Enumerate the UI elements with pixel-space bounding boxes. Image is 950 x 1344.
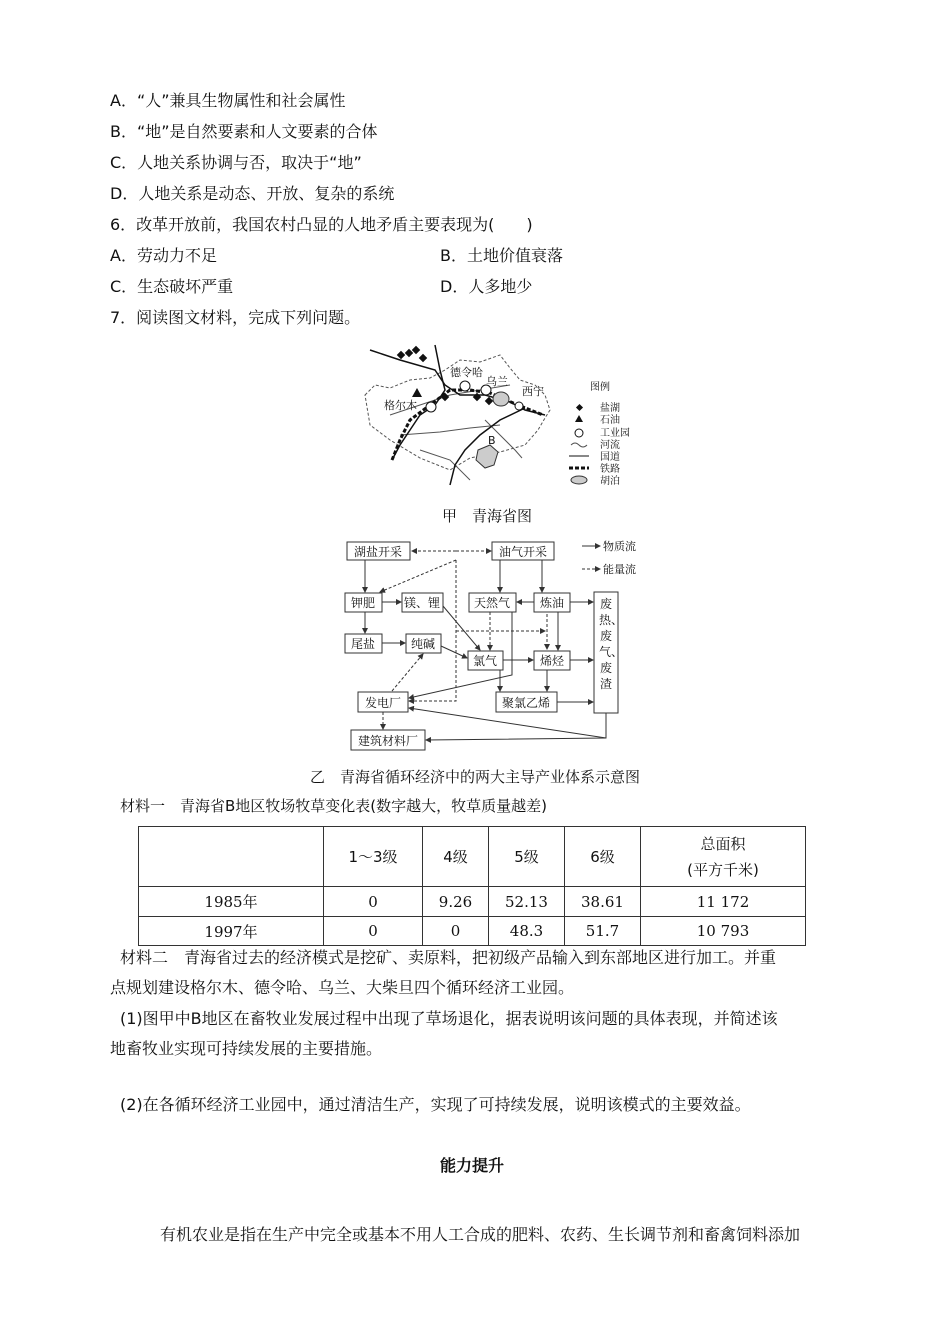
node-building-materials: 建筑材料厂: [357, 734, 419, 748]
q6-option-c: C．生态破坏严重: [110, 277, 234, 296]
oil-icon: [575, 415, 583, 422]
node-pvc: 聚氯乙烯: [501, 696, 551, 710]
industry-flow-diagram: [330, 530, 680, 760]
node-power-plant: 发电厂: [364, 696, 402, 710]
node-potash: 钾肥: [350, 596, 376, 610]
sub-question-2: (2)在各循环经济工业园中，通过清洁生产，实现了可持续发展，说明该模式的主要效益。: [120, 1095, 751, 1114]
legend-label: 铁路: [600, 464, 620, 475]
node-magnesium-lithium: 镁、锂: [403, 596, 441, 610]
map-caption: 甲 青海省图: [442, 507, 533, 525]
node-tail-salt: 尾盐: [350, 637, 376, 651]
node-olefin: 烯烃: [539, 654, 565, 668]
legend-label: 石油: [600, 415, 620, 426]
q6-option-b: B．土地价值衰落: [440, 246, 563, 265]
industrial-park-icon: [575, 429, 583, 437]
pasture-table: [138, 826, 806, 946]
section-title: 能力提升: [440, 1156, 505, 1175]
q6-option-d: D．人多地少: [440, 277, 533, 296]
salt-lake-icon: [576, 404, 583, 411]
legend-energy-flow: 能量流: [603, 563, 636, 576]
diagram-caption: 乙 青海省循环经济中的两大主导产业体系示意图: [310, 768, 641, 786]
legend-label: 国道: [600, 452, 620, 463]
legend-label: 胡泊: [600, 476, 620, 487]
map-label-geermu: 格尔木: [384, 399, 417, 412]
q5-option-c: C．人地关系协调与否，取决于“地”: [110, 153, 362, 172]
material1-title: 材料一 青海省B地区牧场牧草变化表(数字越大，牧草质量越差): [120, 797, 547, 815]
q6-stem: 6．改革开放前，我国农村凸显的人地矛盾主要表现为( ): [110, 215, 533, 234]
sub-question-1-line2: 地畜牧业实现可持续发展的主要措施。: [110, 1039, 383, 1058]
node-lake-salt-mining: 湖盐开采: [353, 545, 403, 559]
legend-title: 图例: [590, 382, 610, 393]
table-row: 1997年 0 0 48.3 51.7 10 793: [139, 917, 806, 946]
table-row: 1985年 0 9.26 52.13 38.61 11 172: [139, 887, 806, 917]
river-icon: [571, 443, 587, 447]
map-label-delingha: 德令哈: [450, 366, 483, 379]
node-natural-gas: 天然气: [473, 596, 511, 610]
q5-option-b: B．“地”是自然要素和人文要素的合体: [110, 122, 378, 141]
material2-line2: 点规划建设格尔木、德令哈、乌兰、大柴旦四个循环经济工业园。: [110, 978, 575, 997]
q6-option-a: A．劳动力不足: [110, 246, 217, 265]
map-label-wulan: 乌兰: [486, 375, 508, 388]
node-soda-ash: 纯碱: [410, 637, 436, 651]
passage-line: 有机农业是指在生产中完全或基本不用人工合成的肥料、农药、生长调节剂和畜禽饲料添加: [160, 1225, 801, 1244]
q5-option-d: D．人地关系是动态、开放、复杂的系统: [110, 184, 395, 203]
sub-question-1-line1: (1)图甲中B地区在畜牧业发展过程中出现了草场退化，据表说明该问题的具体表现，并简述该: [120, 1009, 778, 1028]
node-refining: 炼油: [539, 596, 565, 610]
legend-label: 盐湖: [600, 403, 620, 414]
node-chlorine: 氯气: [472, 654, 498, 668]
header-cell: 1～3级: [324, 827, 423, 887]
map-legend: [569, 401, 630, 487]
legend-label: 工业园: [600, 428, 630, 439]
legend-material-flow: 物质流: [603, 540, 636, 553]
map-label-xining: 西宁: [522, 385, 544, 398]
q5-option-a: A．“人”兼具生物属性和社会属性: [110, 91, 346, 110]
map-label-b: B: [488, 434, 496, 447]
header-cell: 6级: [565, 827, 641, 887]
material2-line1: 材料二 青海省过去的经济模式是挖矿、卖原料，把初级产品输入到东部地区进行加工。并重: [120, 948, 777, 967]
legend-label: 河流: [600, 440, 620, 451]
node-waste: 废热、废气、废渣: [599, 597, 624, 691]
header-cell: 4级: [423, 827, 489, 887]
q7-stem: 7．阅读图文材料，完成下列问题。: [110, 308, 361, 327]
qinghai-map: [360, 340, 660, 500]
header-cell: 总面积 (平方千米): [641, 827, 806, 887]
lake-icon: [571, 476, 587, 484]
node-oil-gas-mining: 油气开采: [498, 545, 548, 559]
header-cell: 5级: [489, 827, 565, 887]
